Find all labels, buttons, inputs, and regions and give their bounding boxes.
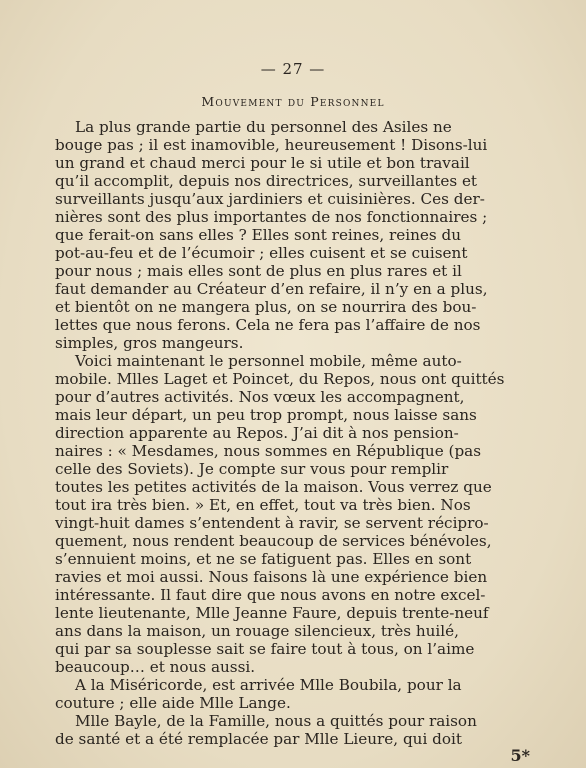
text-line: pour d’autres activités. Nos vœux les accompagnent, (55, 388, 465, 406)
text-line: nières sont des plus importantes de nos fonctionnaires ; (55, 208, 488, 226)
signature-mark: 5* (510, 746, 530, 765)
text-line: A la Miséricorde, est arrivée Mlle Boubila, pour la (75, 676, 462, 694)
text-line: faut demander au Créateur d’en refaire, il n’y en a plus, (55, 280, 488, 298)
text-line: un grand et chaud merci pour le si utile et bon travail (55, 154, 470, 172)
text-line: vingt-huit dames s’entendent à ravir, se servent récipro- (55, 514, 489, 532)
text-line: naires : « Mesdames, nous sommes en République (pas (55, 442, 482, 460)
text-line: bouge pas ; il est inamovible, heureusement ! Disons-lui (55, 136, 488, 154)
text-line: celle des Soviets). Je compte sur vous pour remplir (55, 460, 449, 478)
text-line: qu’il accomplit, depuis nos directrices, surveillantes et (55, 172, 478, 190)
page-number: — 27 — (260, 60, 326, 78)
text-line: toutes les petites activités de la maison. Vous verrez que (55, 478, 492, 496)
section-heading: Mouvement du Personnel (201, 94, 385, 109)
text-line: simples, gros mangeurs. (55, 334, 244, 352)
text-line: ravies et moi aussi. Nous faisons là une expérience bien (55, 568, 488, 586)
text-line: mobile. Mlles Laget et Poincet, du Repos, nous ont quittés (55, 370, 505, 388)
text-line: qui par sa souplesse sait se faire tout à tous, on l’aime (55, 640, 475, 658)
text-line: que ferait-on sans elles ? Elles sont reines, reines du (55, 226, 462, 244)
text-line: surveillants jusqu’aux jardiniers et cuisinières. Ces der- (55, 190, 485, 208)
text-line: lettes que nous ferons. Cela ne fera pas l’affaire de nos (55, 316, 481, 334)
text-line: beaucoup… et nous aussi. (55, 658, 256, 676)
text-line: Voici maintenant le personnel mobile, même auto- (75, 352, 462, 370)
text-line: et bientôt on ne mangera plus, on se nourrira des bou- (55, 298, 477, 316)
text-line: La plus grande partie du personnel des Asiles ne (75, 118, 452, 136)
text-line: direction apparente au Repos. J’ai dit à nos pension- (55, 424, 459, 442)
text-line: couture ; elle aide Mlle Lange. (55, 694, 291, 712)
text-line: s’ennuient moins, et ne se fatiguent pas. Elles en sont (55, 550, 472, 568)
text-line: ans dans la maison, un rouage silencieux, très huilé, (55, 622, 459, 640)
text-line: pour nous ; mais elles sont de plus en plus rares et il (55, 262, 462, 280)
text-line: lente lieutenante, Mlle Jeanne Faure, depuis trente-neuf (55, 604, 489, 622)
body-text (55, 118, 531, 748)
text-line: quement, nous rendent beaucoup de services bénévoles, (55, 532, 492, 550)
text-line: tout ira très bien. » Et, en effet, tout va très bien. Nos (55, 496, 471, 514)
text-line: intéressante. Il faut dire que nous avons en notre excel- (55, 586, 486, 604)
text-line: mais leur départ, un peu trop prompt, nous laisse sans (55, 406, 477, 424)
text-line: pot-au-feu et de l’écumoir ; elles cuisent et se cuisent (55, 244, 468, 262)
text-line: Mlle Bayle, de la Famille, nous a quittés pour raison (75, 712, 477, 730)
text-line: de santé et a été remplacée par Mlle Lieure, qui doit (55, 730, 462, 748)
